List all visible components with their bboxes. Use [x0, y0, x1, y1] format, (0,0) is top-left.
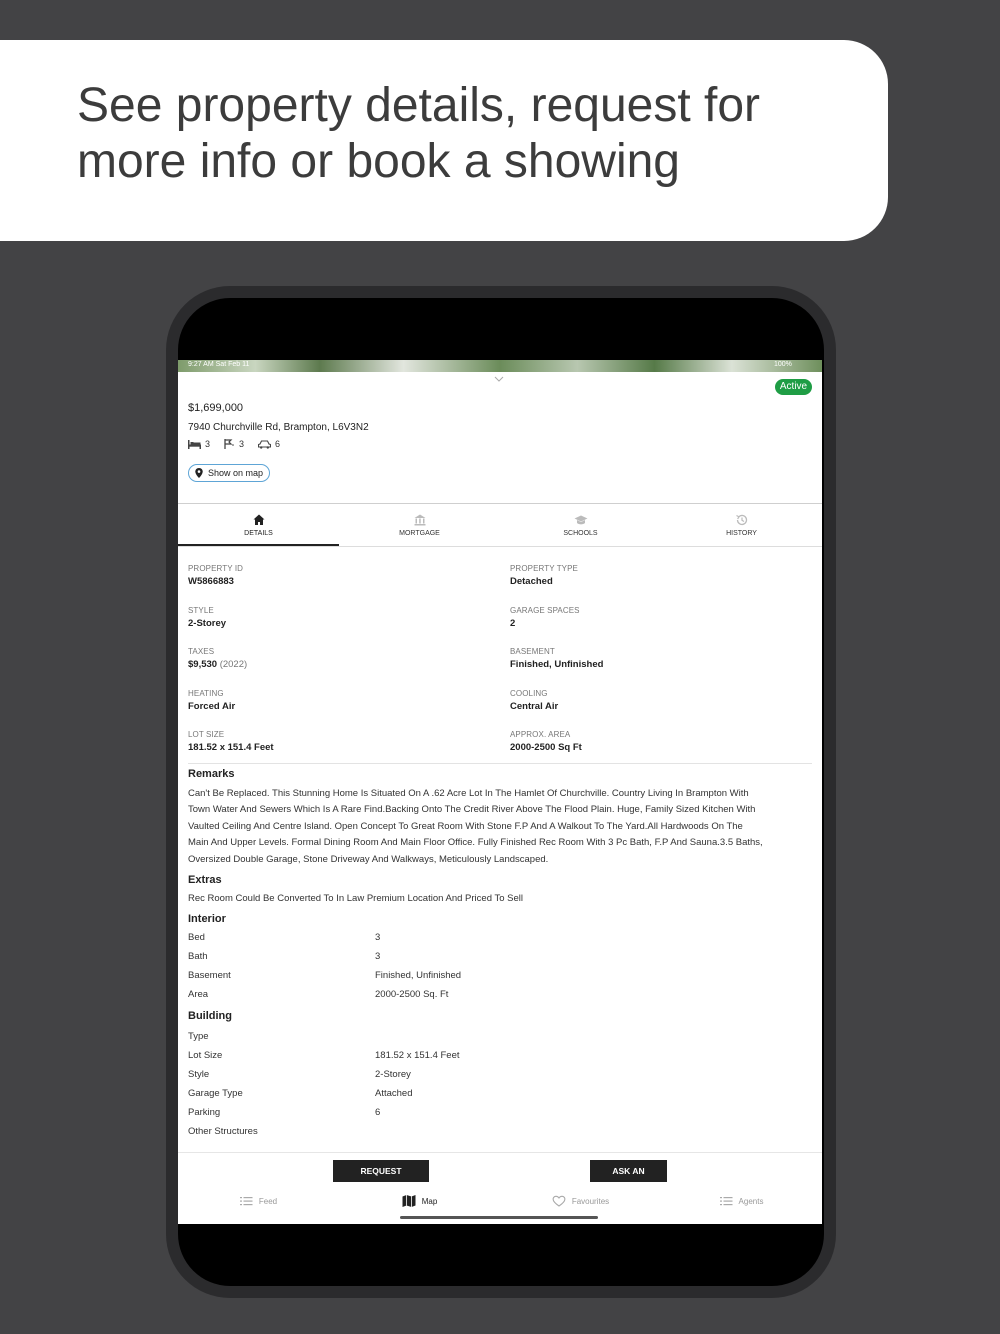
home-icon	[252, 513, 266, 527]
car-icon	[258, 440, 271, 449]
nav-map[interactable]	[339, 1186, 500, 1216]
bottom-nav	[178, 1186, 822, 1216]
remarks-line: Can't Be Replaced. This Stunning Home Is Situated On A .62 Acre Lot In The Hamlet Of Churchville. Country Living In Brampton With	[188, 788, 749, 799]
remarks-heading: Remarks	[188, 768, 235, 780]
request-showing-button[interactable]: REQUEST SHOWING	[333, 1160, 429, 1182]
graduation-cap-icon	[574, 513, 588, 527]
detail-label: COOLING	[510, 689, 548, 698]
tab-mortgage-label: MORTGAGE	[399, 530, 440, 537]
row-key: Other Structures	[188, 1126, 258, 1137]
status-badge: Active	[775, 379, 812, 395]
listing-price: $1,699,000	[188, 402, 244, 414]
detail-label: PROPERTY ID	[188, 564, 244, 573]
nav-agents-label: Agents	[738, 1196, 764, 1206]
row-key: Area	[188, 989, 209, 1000]
map-pin-icon	[195, 468, 203, 478]
detail-basement	[510, 647, 810, 670]
nav-map-label: Map	[421, 1196, 438, 1206]
detail-value: 2	[510, 618, 516, 629]
scroll-fade	[178, 1148, 822, 1154]
tab-history-label: HISTORY	[726, 530, 757, 537]
detail-label: STYLE	[188, 606, 214, 615]
bath-icon	[224, 439, 235, 449]
beds-count: 3	[205, 439, 211, 449]
row-value: 3	[375, 951, 381, 962]
list-icon	[240, 1196, 253, 1206]
remarks-line: Main And Upper Levels. Formal Dining Room And Main Floor Office. Fully Finished Rec Room With 3 Pc Bath, F.P And Sauna.3.5 Baths,	[188, 837, 763, 849]
parking-count: 6	[275, 439, 281, 449]
row-key: Bath	[188, 951, 208, 962]
list-icon	[720, 1196, 733, 1206]
listing-photo-strip[interactable]	[178, 360, 822, 372]
detail-value: 2-Storey	[188, 618, 227, 629]
tabs-underline	[178, 546, 822, 547]
tab-details[interactable]	[178, 504, 339, 546]
row-value: 181.52 x 151.4 Feet	[375, 1050, 460, 1061]
taxes-amount: $9,530	[188, 659, 218, 670]
detail-taxes	[188, 647, 488, 670]
listing-features	[188, 439, 280, 449]
ask-expert-button[interactable]: ASK AN EXPERT	[590, 1160, 667, 1182]
map-icon	[402, 1194, 416, 1208]
row-key: Style	[188, 1069, 210, 1080]
detail-value: Finished, Unfinished	[510, 659, 604, 670]
detail-cooling	[510, 689, 810, 712]
section-divider	[188, 763, 812, 764]
tab-schools-label: SCHOOLS	[563, 530, 598, 537]
nav-agents[interactable]	[661, 1186, 822, 1216]
detail-value: 2000-2500 Sq Ft	[510, 742, 582, 753]
remarks-line: Oversized Double Garage, Stone Driveway And Walkways, Meticulously Landscaped.	[188, 853, 549, 865]
status-battery: 100%	[774, 361, 792, 368]
detail-lot-size	[188, 730, 488, 753]
nav-favourites[interactable]	[500, 1186, 661, 1216]
remarks-line: Vaulted Ceiling And Centre Island. Open Concept To Great Room With Stone F.P And A Walkout To The Yard.All Hardwoods On The	[188, 820, 743, 832]
promo-headline-line-1: See property details, request for	[77, 79, 761, 132]
nav-feed-label: Feed	[258, 1196, 278, 1206]
remarks-line: Town Water And Sewers Which Is A Rare Find.Backing Onto The Credit River Above The Flood Plain. Huge, Family Sized Kitchen With	[188, 804, 756, 816]
detail-label: PROPERTY TYPE	[510, 564, 578, 573]
action-bar-divider	[178, 1152, 822, 1153]
nav-favourites-label: Favourites	[571, 1196, 610, 1206]
detail-style	[188, 606, 488, 629]
detail-value: 181.52 x 151.4 Feet	[188, 742, 274, 753]
bank-icon	[413, 513, 427, 527]
detail-label: APPROX. AREA	[510, 730, 571, 739]
extras-text: Rec Room Could Be Converted To In Law Premium Location And Priced To Sell	[188, 893, 523, 904]
row-value: Finished, Unfinished	[375, 970, 462, 981]
tab-mortgage[interactable]	[339, 504, 500, 546]
tablet-bezel	[178, 298, 824, 1286]
baths-count: 3	[239, 439, 245, 449]
detail-label: BASEMENT	[510, 647, 555, 656]
promo-headline-line-2: more info or book a showing	[77, 135, 680, 188]
home-indicator[interactable]	[400, 1216, 598, 1219]
detail-label: LOT SIZE	[188, 730, 225, 739]
detail-label: GARAGE SPACES	[510, 606, 580, 615]
detail-tabs	[178, 504, 822, 546]
row-value: Attached	[375, 1088, 413, 1099]
tab-details-label: DETAILS	[244, 530, 273, 537]
bed-icon	[188, 440, 201, 449]
tab-history[interactable]	[661, 504, 822, 546]
detail-value: Detached	[510, 576, 553, 587]
detail-value	[188, 659, 488, 670]
detail-garage-spaces	[510, 606, 810, 629]
row-key: Basement	[188, 970, 231, 981]
detail-heating	[188, 689, 488, 712]
heart-icon	[552, 1195, 566, 1207]
show-on-map-button[interactable]	[188, 464, 270, 482]
status-time: 9:27 AM Sat Feb 11	[188, 361, 250, 368]
row-value: 2-Storey	[375, 1069, 411, 1080]
row-key: Bed	[188, 932, 205, 943]
nav-feed[interactable]	[178, 1186, 339, 1216]
chevron-down-icon[interactable]	[494, 374, 504, 384]
detail-label: TAXES	[188, 647, 215, 656]
promo-headline	[77, 78, 857, 190]
detail-value: W5866883	[188, 576, 234, 587]
show-on-map-label: Show on map	[208, 468, 264, 478]
detail-property-id	[188, 564, 488, 587]
tab-schools[interactable]	[500, 504, 661, 546]
row-key: Type	[188, 1031, 209, 1042]
row-value: 3	[375, 932, 381, 943]
detail-approx-area	[510, 730, 810, 753]
row-value: 6	[375, 1107, 381, 1118]
detail-value: Forced Air	[188, 701, 236, 712]
detail-label: HEATING	[188, 689, 224, 698]
detail-property-type	[510, 564, 810, 587]
detail-value: Central Air	[510, 701, 559, 712]
row-key: Lot Size	[188, 1050, 223, 1061]
interior-heading: Interior	[188, 913, 226, 925]
extras-heading: Extras	[188, 874, 222, 886]
row-key: Garage Type	[188, 1088, 243, 1099]
row-value: 2000-2500 Sq. Ft	[375, 989, 449, 1000]
app-screen	[178, 360, 822, 1224]
row-key: Parking	[188, 1107, 221, 1118]
building-heading: Building	[188, 1010, 232, 1022]
listing-address: 7940 Churchville Rd, Brampton, L6V3N2	[188, 422, 369, 433]
history-icon	[735, 513, 749, 527]
remarks-text	[188, 786, 814, 868]
taxes-year: (2022)	[219, 659, 248, 670]
